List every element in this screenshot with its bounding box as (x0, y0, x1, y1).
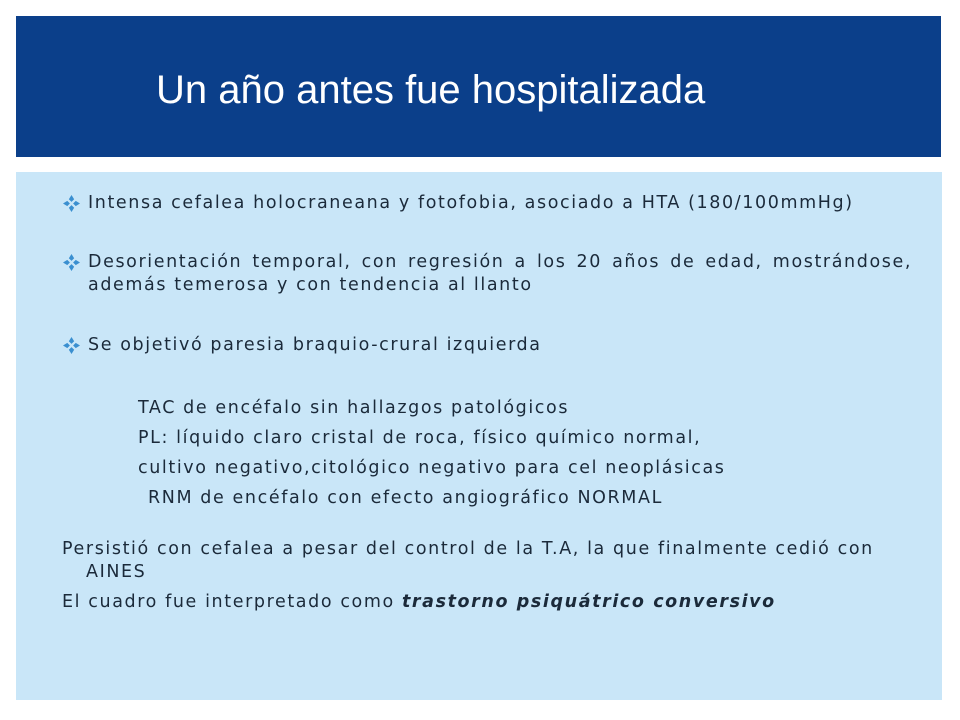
diamond-bullet-icon (63, 195, 80, 212)
finding-line: cultivo negativo,citológico negativo para cel neoplásicas (138, 458, 726, 478)
finding-line: PL: líquido claro cristal de roca, físico químico normal, (138, 428, 702, 448)
bullet-text: Desorientación temporal, con regresión a los 20 años de edad, mostrándose, además temerosa y con tendencia al llanto (88, 252, 912, 295)
content-body (62, 192, 912, 621)
slide-title: Un año antes fue hospitalizada (156, 68, 706, 112)
title-bar (16, 16, 941, 157)
interpretation-prefix: El cuadro fue interpretado como (62, 592, 402, 612)
paragraph-persistence: Persistió con cefalea a pesar del control de la T.A, la que finalmente cedió con AINES (62, 539, 874, 582)
interpretation-emphasis: trastorno psiquátrico conversivo (401, 592, 776, 612)
bullet-item (62, 192, 912, 215)
diamond-bullet-icon (63, 254, 80, 271)
content-box (16, 172, 942, 700)
paragraph-interpretation (62, 591, 912, 614)
finding-line: TAC de encéfalo sin hallazgos patológicos (138, 398, 570, 418)
bullet-item (62, 334, 912, 357)
diamond-bullet-icon (63, 337, 80, 354)
findings-block (62, 393, 912, 513)
bullet-text: Se objetivó paresia braquio-crural izquierda (88, 335, 542, 355)
bullet-text: Intensa cefalea holocraneana y fotofobia, asociado a HTA (180/100mmHg) (88, 193, 854, 213)
finding-line: RNM de encéfalo con efecto angiográfico NORMAL (148, 488, 663, 508)
bullet-item (62, 251, 912, 297)
